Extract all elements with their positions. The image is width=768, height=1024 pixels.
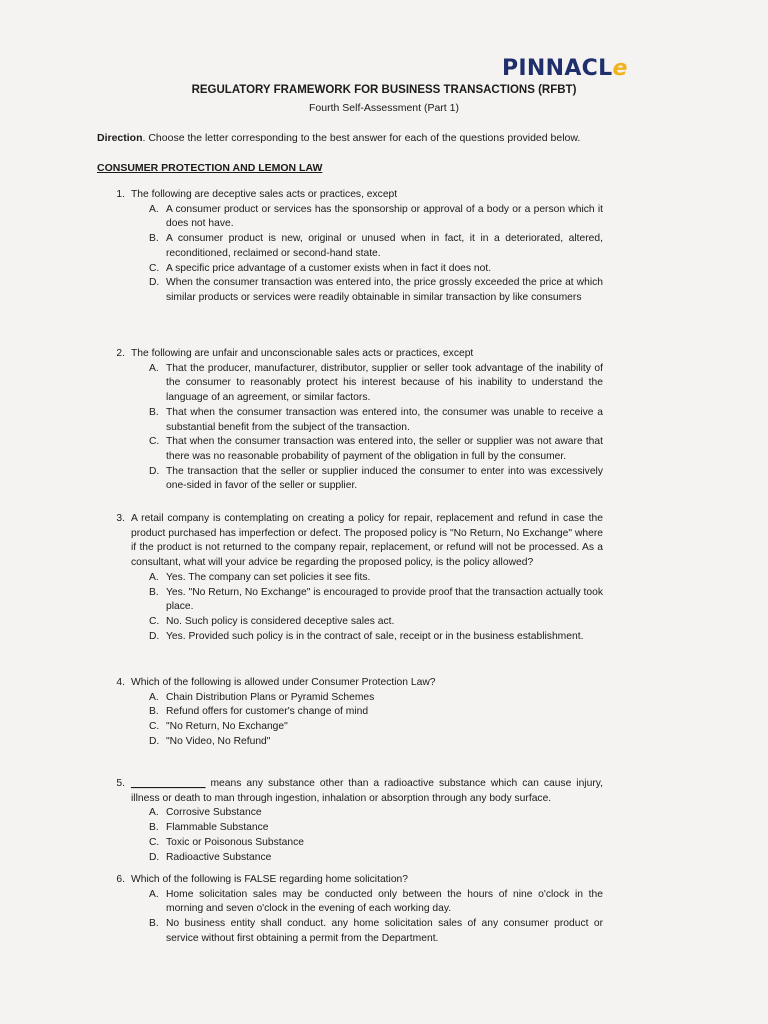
question-text: Which of the following is FALSE regarding home solicitation? bbox=[131, 874, 409, 885]
pinnacle-logo bbox=[502, 56, 628, 81]
option-letter: D. bbox=[149, 851, 160, 863]
question-text: The following are deceptive sales acts or practices, except bbox=[131, 189, 398, 200]
option-b bbox=[149, 232, 603, 261]
option-text: Corrosive Substance bbox=[166, 807, 262, 819]
option-text: Toxic or Poisonous Substance bbox=[166, 836, 304, 848]
option-list bbox=[149, 362, 603, 494]
option-letter: D. bbox=[149, 465, 160, 477]
option-text: Flammable Substance bbox=[166, 822, 269, 834]
question-6 bbox=[97, 873, 603, 947]
option-letter: C. bbox=[149, 836, 160, 848]
option-letter: A. bbox=[149, 203, 159, 215]
option-b bbox=[149, 586, 603, 615]
option-text: That when the consumer transaction was entered into, the seller or supplier was not aware that there was no reasonable probability of payment of the obligation in full by the consumer. bbox=[166, 436, 603, 462]
option-list bbox=[149, 888, 603, 947]
option-a bbox=[149, 203, 603, 232]
option-text: The transaction that the seller or supplier induced the consumer to enter into was excessively one-sided in favor of the seller or supplier. bbox=[166, 465, 603, 492]
option-text: Refund offers for customer's change of mind bbox=[166, 706, 369, 718]
option-text: Yes. The company can set policies it see fits. bbox=[166, 571, 371, 583]
option-c bbox=[149, 836, 603, 851]
option-letter: D. bbox=[149, 277, 160, 289]
question-number: 3. bbox=[116, 513, 125, 524]
option-text: A consumer product is new, original or unused when in fact, it in a deteriorated, altered, reconditioned, reclaimed or second-hand state. bbox=[166, 233, 603, 259]
option-list bbox=[149, 571, 603, 645]
direction-label: Direction bbox=[97, 132, 143, 144]
option-letter: C. bbox=[149, 262, 160, 274]
logo-text: PINNACL bbox=[502, 56, 613, 81]
option-text: Chain Distribution Plans or Pyramid Schemes bbox=[166, 691, 375, 703]
option-letter: A. bbox=[149, 362, 159, 374]
option-a bbox=[149, 691, 603, 706]
direction-text: . Choose the letter corresponding to the best answer for each of the questions provided below. bbox=[142, 132, 581, 144]
option-letter: B. bbox=[149, 706, 159, 718]
question-3 bbox=[97, 512, 603, 644]
option-list bbox=[149, 691, 603, 750]
option-letter: B. bbox=[149, 406, 159, 418]
option-text: Yes. "No Return, No Exchange" is encouraged to provide proof that the transaction actually took place. bbox=[166, 586, 603, 613]
direction-line bbox=[97, 132, 580, 144]
option-list bbox=[149, 203, 603, 306]
option-list bbox=[149, 806, 603, 865]
option-c bbox=[149, 262, 603, 277]
option-text: That when the consumer transaction was entered into, the consumer was unable to receive a substantial benefit from the subject of the transaction. bbox=[166, 406, 603, 433]
option-text: Home solicitation sales may be conducted only between the hours of nine o'clock in the morning and seven o'clock in the evening of each working day. bbox=[166, 888, 603, 915]
option-text: That the producer, manufacturer, distributor, supplier or seller took advantage of the inability of the consumer to reasonably protect his interest because of his inability to understand the language of an agreement, or similar factors. bbox=[166, 362, 603, 404]
logo-accent: e bbox=[612, 56, 628, 81]
option-letter: B. bbox=[149, 822, 159, 834]
option-letter: C. bbox=[149, 436, 160, 448]
section-title: CONSUMER PROTECTION AND LEMON LAW bbox=[97, 162, 323, 174]
option-letter: D. bbox=[149, 630, 160, 642]
option-text: "No Video, No Refund" bbox=[166, 735, 271, 747]
question-number: 4. bbox=[116, 677, 125, 688]
question-text: Which of the following is allowed under Consumer Protection Law? bbox=[131, 677, 436, 688]
option-d bbox=[149, 465, 603, 494]
answer-blank: _____________ bbox=[131, 778, 206, 789]
option-a bbox=[149, 806, 603, 821]
question-body: means any substance other than a radioactive substance which can cause injury, illness or death to man through ingestion, inhalation or absorption through any body surface. bbox=[131, 778, 603, 804]
option-c bbox=[149, 720, 603, 735]
option-text: "No Return, No Exchange" bbox=[166, 721, 288, 733]
option-d bbox=[149, 735, 603, 750]
option-b bbox=[149, 406, 603, 435]
option-text: Radioactive Substance bbox=[166, 851, 272, 863]
option-d bbox=[149, 276, 603, 305]
option-d bbox=[149, 851, 603, 866]
question-text bbox=[131, 777, 603, 806]
question-4 bbox=[97, 676, 603, 750]
option-text: A specific price advantage of a customer exists when in fact it does not. bbox=[166, 262, 492, 274]
option-letter: B. bbox=[149, 233, 159, 245]
question-text: A retail company is contemplating on creating a policy for repair, replacement and refund in case the product purchased has imperfection or defect. The proposed policy is "No Return, No Exchange" where if the product is not returned to the company repair, replacement, or refund will not be processed. As a consultant, what will your advice be regarding the proposed policy, is the policy allowed? bbox=[131, 513, 603, 569]
option-letter: C. bbox=[149, 615, 160, 627]
option-text: Yes. Provided such policy is in the contract of sale, receipt or in the business establishment. bbox=[166, 630, 584, 642]
document-subtitle: Fourth Self-Assessment (Part 1) bbox=[309, 102, 459, 114]
option-a bbox=[149, 362, 603, 406]
option-text: No. Such policy is considered deceptive sales act. bbox=[166, 615, 395, 627]
option-a bbox=[149, 571, 603, 586]
question-text: The following are unfair and unconscionable sales acts or practices, except bbox=[131, 348, 474, 359]
option-letter: A. bbox=[149, 571, 159, 583]
option-letter: A. bbox=[149, 691, 159, 703]
question-2 bbox=[97, 347, 603, 494]
option-letter: A. bbox=[149, 888, 159, 900]
option-text: A consumer product or services has the sponsorship or approval of a body or a person which it does not have. bbox=[166, 203, 603, 230]
option-b bbox=[149, 705, 603, 720]
option-c bbox=[149, 615, 603, 630]
option-text: No business entity shall conduct. any home solicitation sales of any consumer product or service without first obtaining a permit from the Department. bbox=[166, 918, 603, 944]
question-number: 5. bbox=[116, 778, 125, 789]
option-letter: A. bbox=[149, 807, 159, 819]
question-5 bbox=[97, 777, 603, 865]
document-title: REGULATORY FRAMEWORK FOR BUSINESS TRANSACTIONS (RFBT) bbox=[191, 84, 577, 96]
option-a bbox=[149, 888, 603, 917]
option-letter: B. bbox=[149, 586, 159, 598]
option-b bbox=[149, 917, 603, 946]
option-b bbox=[149, 821, 603, 836]
option-c bbox=[149, 435, 603, 464]
question-1 bbox=[97, 188, 603, 306]
question-number: 1. bbox=[116, 189, 125, 200]
option-letter: C. bbox=[149, 721, 160, 733]
option-letter: D. bbox=[149, 735, 160, 747]
option-text: When the consumer transaction was entered into, the price grossly exceeded the price at which similar products or services were readily obtainable in similar transaction by like consumers bbox=[166, 277, 603, 303]
option-letter: B. bbox=[149, 918, 159, 930]
question-number: 2. bbox=[116, 348, 125, 359]
question-number: 6. bbox=[116, 874, 125, 885]
option-d bbox=[149, 630, 603, 645]
